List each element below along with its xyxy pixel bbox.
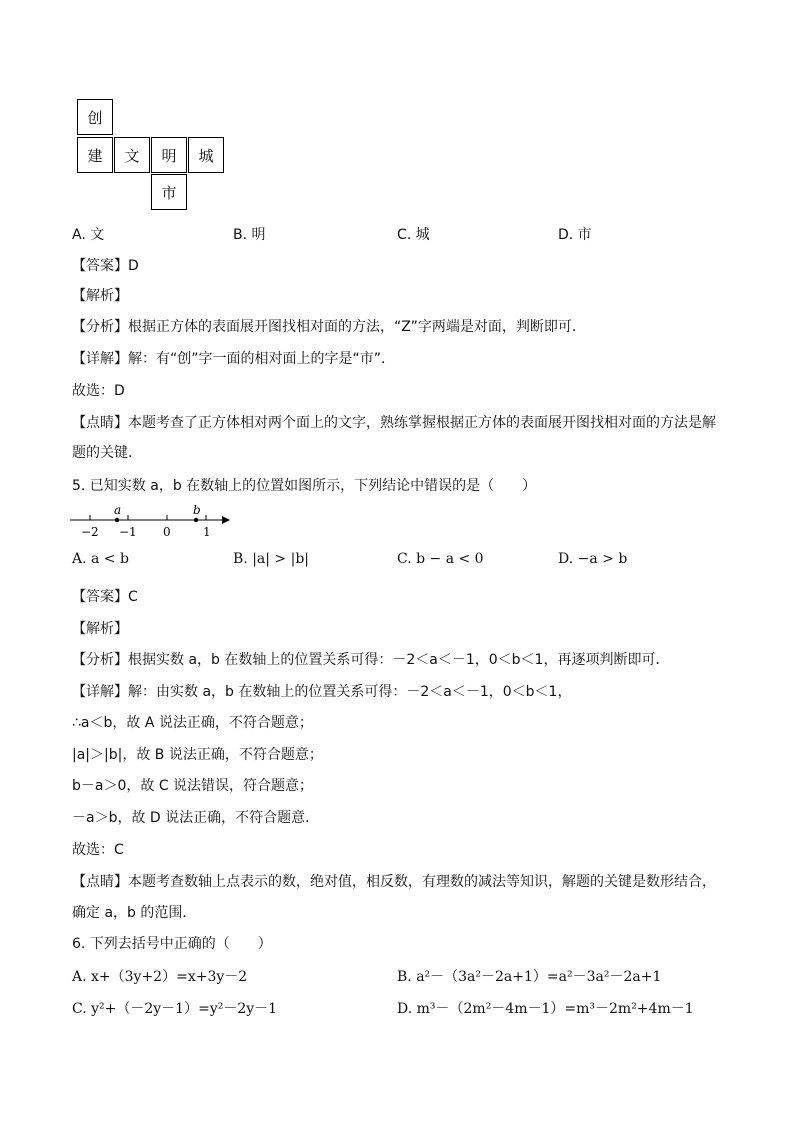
q4-option-a: A. 文 [72,227,105,243]
tick-label-minus-2: −2 [81,525,99,539]
q5-option-d: D. −a > b [558,551,628,567]
q5-answer: 【答案】C [72,589,138,605]
q4-option-c: C. 城 [397,227,430,243]
number-line [66,500,236,542]
tick-label-1: 1 [203,525,211,539]
label-b: b [193,503,201,517]
net-cell-3: 明 [151,137,187,173]
q6-option-c: C. y²+（－2y－1）=y²－2y－1 [72,1001,278,1017]
net-cell-4: 城 [188,137,224,173]
q5-line-4: －a＞b，故 D 说法正确，不符合题意． [72,810,320,826]
q5-option-b: B. |a| > |b| [233,551,309,567]
label-a: a [114,503,122,517]
tick-label-minus-1: −1 [119,525,137,539]
q4-dianjing-2: 题的关键． [72,445,142,461]
net-cell-1: 建 [77,137,113,173]
q5-choice: 故选：C [72,842,124,858]
q4-xiangjie: 【详解】解：有“创”字一面的相对面上的字是“市”． [72,351,396,367]
q4-answer: 【答案】D [72,258,139,274]
q4-option-d: D. 市 [558,227,592,243]
q6-option-a: A. x+（3y+2）=x+3y－2 [72,969,248,985]
q4-option-b: B. 明 [233,227,266,243]
q4-fenxi: 【分析】根据正方体的表面展开图找相对面的方法，“Z”字两端是对面，判断即可． [72,319,586,335]
q5-line-1: ∴a＜b，故 A 说法正确，不符合题意； [72,715,313,731]
q5-dianjing-2: 确定 a，b 的范围． [72,905,197,921]
q5-line-2: |a|＞|b|，故 B 说法正确，不符合题意； [72,747,323,763]
point-b [194,518,198,522]
q6-stem: 6. 下列去括号中正确的（ ） [72,936,272,952]
q5-stem: 5. 已知实数 a，b 在数轴上的位置如图所示，下列结论中错误的是（ ） [72,478,537,494]
q5-option-c: C. b − a < 0 [397,551,484,567]
point-a [115,518,119,522]
net-cell-top: 创 [77,99,113,135]
q4-dianjing-1: 【点睛】本题考查了正方体相对两个面上的文字，熟练掌握根据正方体的表面展开图找相对面的方法是解 [72,415,716,431]
q5-fenxi: 【分析】根据实数 a，b 在数轴上的位置关系可得：－2＜a＜－1，0＜b＜1，再逐项判断即可． [72,652,670,668]
q5-xiangjie: 【详解】解：由实数 a，b 在数轴上的位置关系可得：－2＜a＜－1，0＜b＜1， [72,684,572,700]
tick-label-0: 0 [163,525,171,539]
q5-option-a: A. a < b [72,551,129,567]
q6-option-d: D. m³－（2m²－4m－1）=m³－2m²+4m－1 [397,1001,694,1017]
axis-arrow [222,516,230,524]
q5-analysis-head: 【解析】 [72,621,128,637]
q4-analysis-head: 【解析】 [72,288,128,304]
q5-line-3: b－a＞0，故 C 说法错误，符合题意； [72,778,314,794]
q6-option-b: B. a²－（3a²－2a+1）=a²－3a²－2a+1 [397,969,662,985]
net-cell-bottom: 市 [151,174,187,210]
q4-choice: 故选：D [72,383,125,399]
q5-dianjing-1: 【点睛】本题考查数轴上点表示的数，绝对值，相反数，有理数的减法等知识，解题的关键是数形结合， [72,874,716,890]
net-cell-2: 文 [114,137,150,173]
